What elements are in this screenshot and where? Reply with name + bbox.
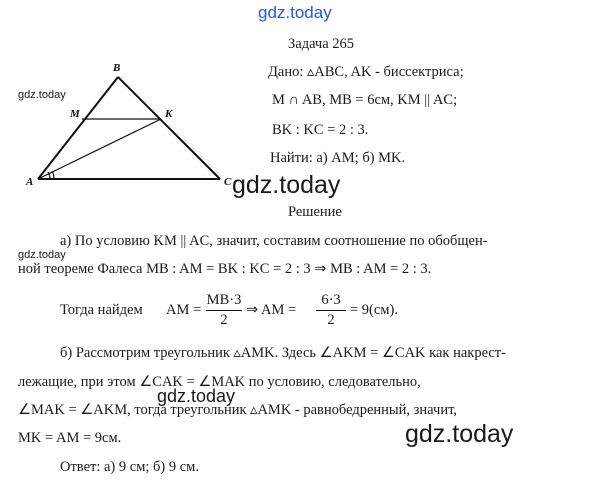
part-b-line-3: ∠MAK = ∠AKM, тогда треугольник ▵AMK - равнобедренный, значит, <box>18 402 457 418</box>
label-b: B <box>113 62 121 74</box>
part-b-line-1: б) Рассмотрим треугольник ▵AMK. Здесь ∠AKM = ∠CAK как накрест- <box>60 345 506 361</box>
fraction-2-bar <box>316 310 346 311</box>
label-k: K <box>165 108 173 120</box>
fraction-1-numerator: MB·3 <box>206 292 242 308</box>
fraction-2-numerator: 6·3 <box>321 292 341 308</box>
watermark-right-low: gdz.today <box>405 420 514 448</box>
watermark-center-low: gdz.today <box>157 386 236 406</box>
label-c: C <box>224 176 232 188</box>
triangle-figure <box>20 55 250 195</box>
formula-result: = 9(см). <box>350 302 398 318</box>
label-a: A <box>26 176 34 188</box>
watermark-left-mid: gdz.today <box>18 249 66 261</box>
fraction-1-bar <box>206 310 242 311</box>
given-line-2: M ∩ AB, MB = 6см, KM || AC; <box>272 92 458 108</box>
watermark-left-upper: gdz.today <box>18 89 66 101</box>
part-a-line-1: а) По условию KM || AC, значит, составим соотношение по обобщен- <box>60 233 488 249</box>
part-a-line-2: ной теореме Фалеса MB : AM = BK : KC = 2 : 3 ⇒ MB : AM = 2 : 3. <box>18 261 432 277</box>
fraction-2-denominator: 2 <box>327 312 335 328</box>
given-line-1: Дано: ▵ABC, AK - биссектриса; <box>268 64 464 80</box>
answer-line: Ответ: а) 9 см; б) 9 см. <box>60 459 199 475</box>
formula-lhs: AM = <box>166 302 202 318</box>
watermark-top: gdz.today <box>258 3 332 22</box>
find-line: Найти: а) AM; б) MK. <box>270 150 406 166</box>
formula-arrow: ⇒ AM = <box>246 302 297 318</box>
solution-heading: Решение <box>288 204 342 220</box>
given-line-3: BK : KC = 2 : 3. <box>272 122 369 138</box>
label-m: M <box>70 108 80 120</box>
problem-title: Задача 265 <box>288 36 355 52</box>
part-b-line-4: MK = AM = 9см. <box>18 430 122 446</box>
part-b-line-2: лежащие, при этом ∠CAK = ∠MAK по условию, следовательно, <box>18 374 421 390</box>
then-find-text: Тогда найдем <box>60 302 143 318</box>
watermark-right-mid: gdz.today <box>232 171 341 199</box>
fraction-1-denominator: 2 <box>220 312 228 328</box>
